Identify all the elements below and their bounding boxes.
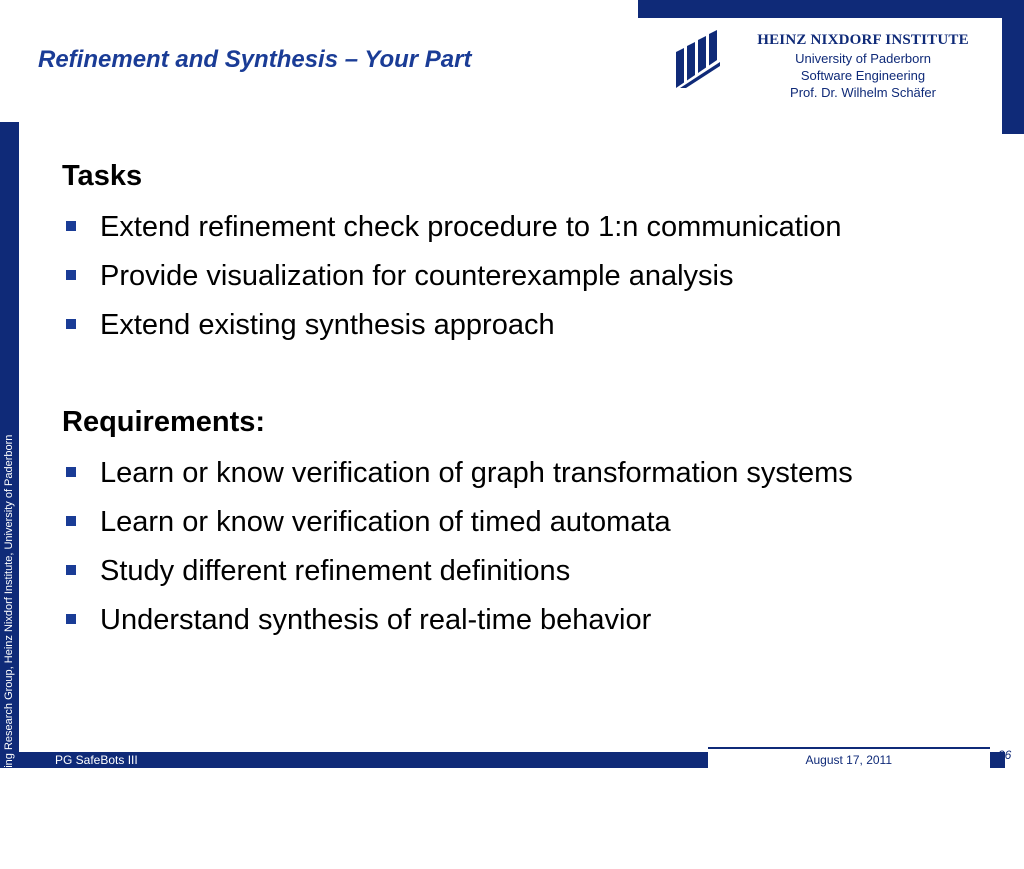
- bullet-square-icon: [66, 614, 76, 624]
- requirement-text: Study different refinement definitions: [100, 555, 571, 587]
- institute-professor: Prof. Dr. Wilhelm Schäfer: [790, 85, 936, 100]
- list-item: [62, 503, 853, 552]
- footer-divider: [708, 747, 990, 749]
- task-text: Provide visualization for counterexample analysis: [100, 260, 734, 292]
- institute-logo: [674, 30, 722, 90]
- requirement-text: Learn or know verification of timed automata: [100, 506, 671, 538]
- right-edge-bar: [1002, 0, 1024, 134]
- task-text: Extend refinement check procedure to 1:n communication: [100, 211, 842, 243]
- bullet-square-icon: [66, 516, 76, 526]
- bullet-square-icon: [66, 565, 76, 575]
- list-item: [62, 552, 853, 601]
- institute-name: HEINZ NIXDORF INSTITUTE: [757, 32, 969, 48]
- requirement-text: Understand synthesis of real-time behavior: [100, 604, 652, 636]
- page-number: 26: [998, 748, 1012, 762]
- footer-date-box: [708, 752, 990, 768]
- slide-title: Refinement and Synthesis – Your Part: [38, 46, 472, 73]
- requirements-heading: Requirements:: [62, 406, 266, 438]
- institute-block: [730, 30, 996, 101]
- list-item: [62, 208, 842, 257]
- bullet-square-icon: [66, 319, 76, 329]
- footer-date: August 17, 2011: [805, 753, 892, 767]
- left-sidebar: [0, 122, 19, 869]
- institute-department: Software Engineering: [800, 68, 926, 83]
- header-bar: [638, 0, 1024, 18]
- tasks-list: [62, 208, 842, 355]
- tasks-heading: Tasks: [62, 160, 143, 192]
- list-item: [62, 601, 853, 650]
- copyright-text: © Software Engineering Research Group, Heinz Nixdorf Institute, University of Paderborn: [3, 434, 15, 869]
- list-item: [62, 257, 842, 306]
- list-item: [62, 306, 842, 355]
- task-text: Extend existing synthesis approach: [100, 309, 555, 341]
- requirement-text: Learn or know verification of graph transformation systems: [100, 457, 853, 489]
- bullet-square-icon: [66, 221, 76, 231]
- requirements-list: [62, 454, 853, 650]
- bullet-square-icon: [66, 270, 76, 280]
- bullet-square-icon: [66, 467, 76, 477]
- institute-university: University of Paderborn: [795, 51, 931, 66]
- footer-course: PG SafeBots III: [55, 753, 138, 767]
- list-item: [62, 454, 853, 503]
